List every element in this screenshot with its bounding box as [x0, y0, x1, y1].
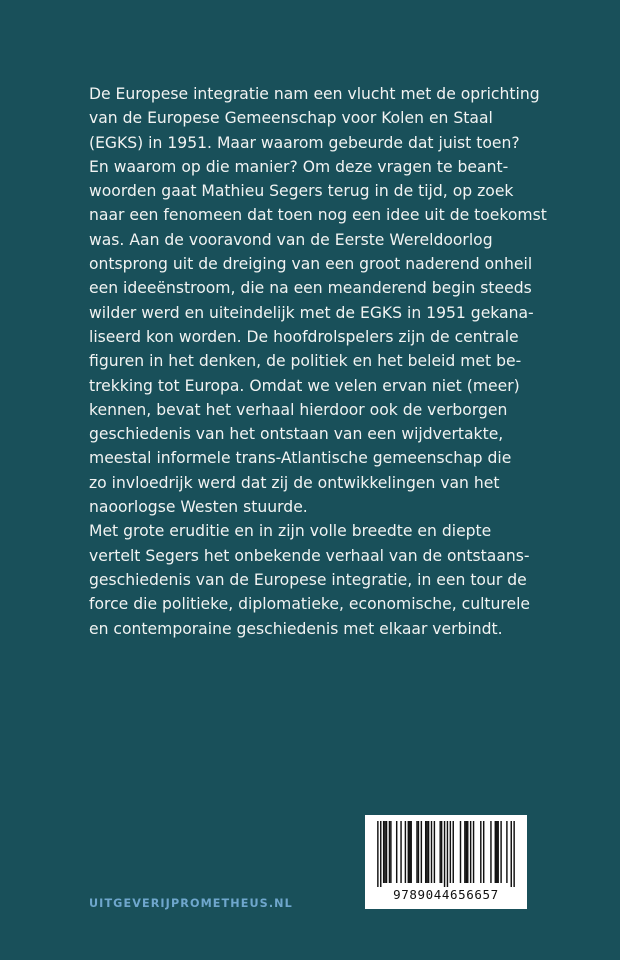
- barcode-bar: [426, 821, 427, 883]
- blurb-line: naar een fenomeen dat toen nog een idee uit de toekomst: [89, 206, 547, 225]
- barcode-bar: [428, 821, 429, 883]
- blurb-line: en contemporaine geschiedenis met elkaar verbindt.: [89, 619, 503, 638]
- barcode-bar: [466, 821, 467, 883]
- barcode-bar: [390, 821, 391, 883]
- blurb-line: wilder werd en uiteindelijk met de EGKS in 1951 gekana-: [89, 303, 534, 322]
- barcode-bar: [396, 821, 397, 883]
- isbn-digits: 9789044656657: [393, 887, 499, 902]
- barcode-bar: [444, 821, 445, 887]
- blurb-text: [89, 82, 589, 641]
- barcode-bar: [460, 821, 461, 883]
- barcode-bar: [389, 821, 390, 883]
- barcode-bar: [464, 821, 465, 883]
- barcode-bar: [467, 821, 468, 883]
- barcode-bar: [496, 821, 497, 883]
- blurb-line: (EGKS) in 1951. Maar waarom gebeurde dat juist toen?: [89, 133, 520, 152]
- barcode-bar: [377, 821, 378, 887]
- barcode-bar: [470, 821, 471, 883]
- barcode-bar: [409, 821, 410, 883]
- barcode-bar: [408, 821, 409, 883]
- barcode-bar: [434, 821, 435, 883]
- blurb-line: was. Aan de vooravond van de Eerste Wereldoorlog: [89, 230, 493, 249]
- barcode-bar: [450, 821, 451, 883]
- barcode-bar: [439, 821, 440, 883]
- barcode-bar: [416, 821, 417, 883]
- blurb-line: meestal informele trans-Atlantische gemeenschap die: [89, 449, 512, 468]
- barcode-bar: [384, 821, 385, 883]
- barcode-bar: [410, 821, 411, 883]
- barcode-bar: [431, 821, 432, 883]
- blurb-line: naoorlogse Westen stuurde.: [89, 498, 308, 517]
- blurb-line: vertelt Segers het onbekende verhaal van de ontstaans-: [89, 546, 530, 565]
- barcode-bar: [447, 821, 448, 887]
- blurb-line: een ideeënstroom, die na een meanderend begin steeds: [89, 279, 532, 298]
- barcode-bar: [490, 821, 491, 883]
- barcode-bar: [418, 821, 419, 883]
- blurb-line: woorden gaat Mathieu Segers terug in de tijd, op zoek: [89, 182, 514, 201]
- blurb-line: zo invloedrijk werd dat zij de ontwikkelingen van het: [89, 473, 500, 492]
- barcode-bar: [421, 821, 422, 883]
- barcode-bar: [405, 821, 406, 883]
- barcode-bar: [480, 821, 481, 883]
- barcode-bar: [473, 821, 474, 883]
- blurb-line: figuren in het denken, de politiek en het beleid met be-: [89, 352, 522, 371]
- blurb-line: ontsprong uit de dreiging van een groot naderend onheil: [89, 255, 533, 274]
- barcode-bar: [425, 821, 426, 883]
- blurb-line: geschiedenis van het ontstaan van een wijdvertakte,: [89, 425, 504, 444]
- barcode-bar: [453, 821, 454, 883]
- publisher-url: UITGEVERIJPROMETHEUS.NL: [89, 897, 293, 910]
- barcode-bar: [441, 821, 442, 883]
- isbn-barcode: [365, 815, 527, 909]
- blurb-line: van de Europese Gemeenschap voor Kolen en Staal: [89, 109, 493, 128]
- blurb-line: geschiedenis van de Europese integratie, in een tour de: [89, 570, 527, 589]
- barcode-bar: [511, 821, 512, 887]
- barcode-bar: [495, 821, 496, 883]
- barcode-bar: [497, 821, 498, 883]
- barcode-bar: [506, 821, 507, 883]
- barcode-bar: [400, 821, 401, 883]
- barcode-bar: [513, 821, 514, 887]
- barcode-bar: [386, 821, 387, 883]
- blurb-line: kennen, bevat het verhaal hierdoor ook de verborgen: [89, 400, 508, 419]
- blurb-line: force die politieke, diplomatieke, economische, culturele: [89, 595, 531, 614]
- barcode-bar: [500, 821, 501, 883]
- blurb-line: Met grote eruditie en in zijn volle breedte en diepte: [89, 522, 492, 541]
- barcode-bar: [483, 821, 484, 883]
- barcode-bar: [380, 821, 381, 887]
- blurb-line: liseerd kon worden. De hoofdrolspelers zijn de centrale: [89, 327, 519, 346]
- blurb-line: De Europese integratie nam een vlucht met de oprichting: [89, 85, 540, 103]
- blurb-line: En waarom op die manier? Om deze vragen te beant-: [89, 157, 509, 176]
- barcode-bar: [383, 821, 384, 883]
- blurb-line: trekking tot Europa. Omdat we velen ervan niet (meer): [89, 376, 520, 395]
